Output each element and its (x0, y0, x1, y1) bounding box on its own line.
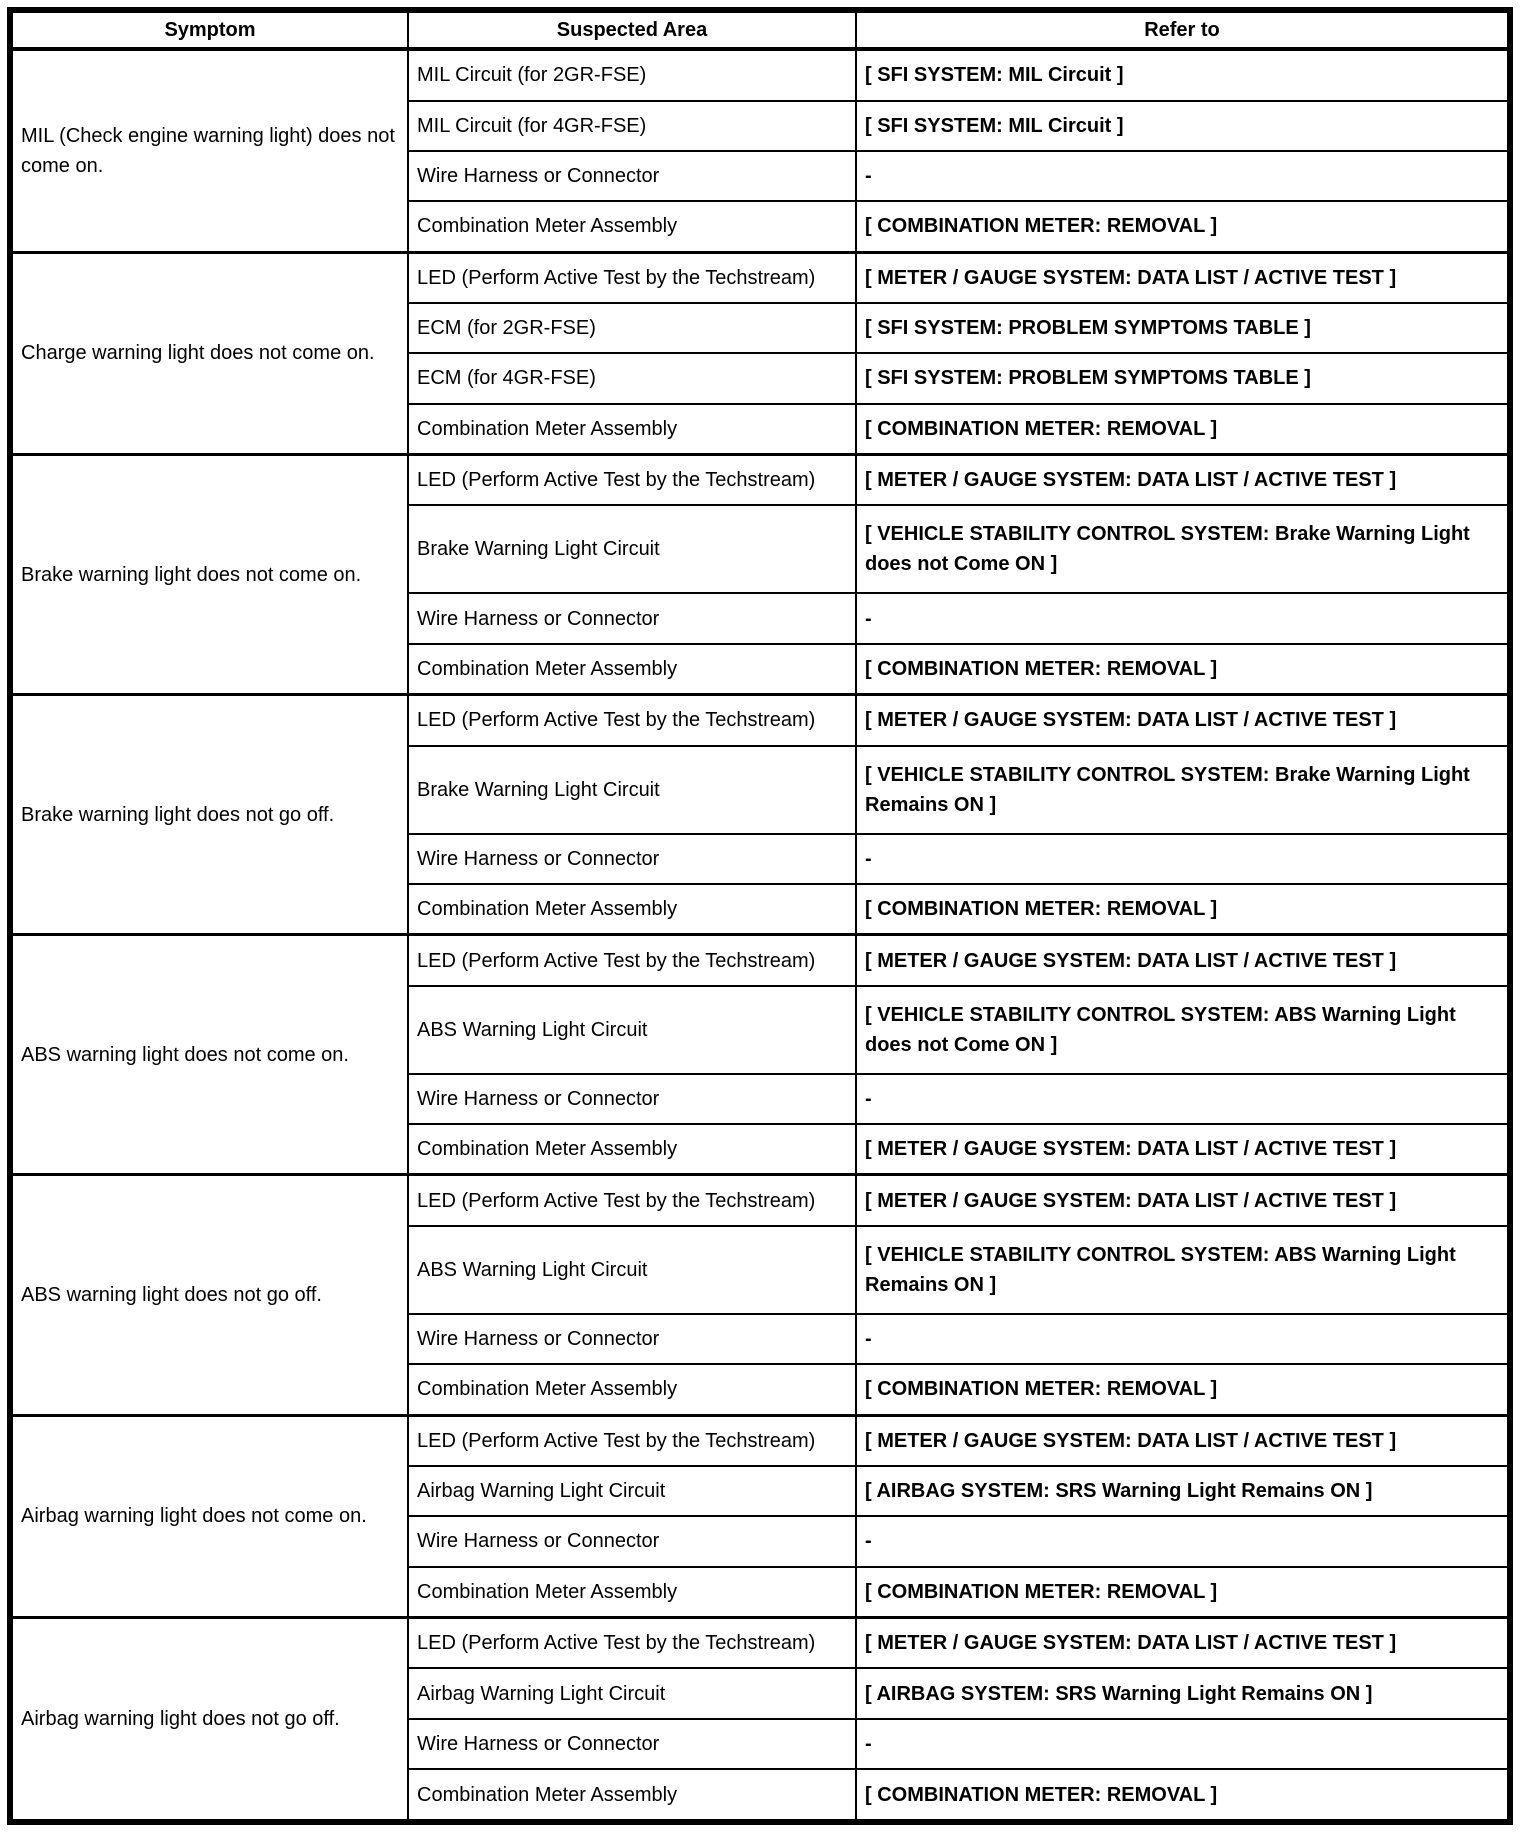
refer-to-cell: [ METER / GAUGE SYSTEM: DATA LIST / ACTIVE TEST ] (856, 935, 1510, 986)
refer-to-cell: [ METER / GAUGE SYSTEM: DATA LIST / ACTIVE TEST ] (856, 695, 1510, 746)
symptom-cell: Charge warning light does not come on. (10, 252, 408, 454)
refer-to-cell: - (856, 151, 1510, 201)
refer-to-cell: [ COMBINATION METER: REMOVAL ] (856, 644, 1510, 695)
symptom-cell: Brake warning light does not come on. (10, 455, 408, 695)
suspected-area-cell: Combination Meter Assembly (408, 1364, 856, 1415)
symptom-cell: MIL (Check engine warning light) does not come on. (10, 49, 408, 252)
suspected-area-cell: ABS Warning Light Circuit (408, 1226, 856, 1314)
refer-to-cell: - (856, 1516, 1510, 1566)
symptom-cell: ABS warning light does not come on. (10, 935, 408, 1175)
suspected-area-cell: MIL Circuit (for 2GR-FSE) (408, 49, 856, 101)
suspected-area-cell: Combination Meter Assembly (408, 644, 856, 695)
suspected-area-cell: Combination Meter Assembly (408, 201, 856, 252)
table-row (10, 1415, 1510, 1466)
refer-to-cell: [ COMBINATION METER: REMOVAL ] (856, 201, 1510, 252)
symptom-cell: Airbag warning light does not go off. (10, 1618, 408, 1822)
refer-to-cell: [ VEHICLE STABILITY CONTROL SYSTEM: ABS Warning Light Remains ON ] (856, 1226, 1510, 1314)
refer-to-cell: [ SFI SYSTEM: MIL Circuit ] (856, 49, 1510, 101)
refer-to-cell: [ COMBINATION METER: REMOVAL ] (856, 884, 1510, 935)
suspected-area-cell: Brake Warning Light Circuit (408, 746, 856, 834)
refer-to-cell: - (856, 593, 1510, 643)
refer-to-cell: - (856, 1719, 1510, 1769)
refer-to-cell: [ METER / GAUGE SYSTEM: DATA LIST / ACTIVE TEST ] (856, 1124, 1510, 1175)
refer-to-cell: [ METER / GAUGE SYSTEM: DATA LIST / ACTIVE TEST ] (856, 252, 1510, 303)
suspected-area-cell: LED (Perform Active Test by the Techstream) (408, 1175, 856, 1226)
problem-symptoms-table (7, 7, 1513, 1825)
table-row (10, 695, 1510, 746)
suspected-area-cell: ECM (for 2GR-FSE) (408, 303, 856, 353)
refer-to-cell: [ SFI SYSTEM: PROBLEM SYMPTOMS TABLE ] (856, 353, 1510, 403)
suspected-area-cell: LED (Perform Active Test by the Techstream) (408, 935, 856, 986)
suspected-area-cell: Brake Warning Light Circuit (408, 505, 856, 593)
suspected-area-cell: Wire Harness or Connector (408, 593, 856, 643)
symptom-cell: ABS warning light does not go off. (10, 1175, 408, 1415)
suspected-area-cell: Combination Meter Assembly (408, 1124, 856, 1175)
suspected-area-cell: Combination Meter Assembly (408, 884, 856, 935)
suspected-area-cell: ABS Warning Light Circuit (408, 986, 856, 1074)
header-row (10, 10, 1510, 49)
refer-to-cell: [ METER / GAUGE SYSTEM: DATA LIST / ACTIVE TEST ] (856, 1415, 1510, 1466)
suspected-area-cell: Airbag Warning Light Circuit (408, 1668, 856, 1718)
refer-to-column-header: Refer to (856, 10, 1510, 49)
refer-to-cell: [ VEHICLE STABILITY CONTROL SYSTEM: ABS Warning Light does not Come ON ] (856, 986, 1510, 1074)
refer-to-cell: - (856, 1314, 1510, 1364)
suspected-area-cell: Combination Meter Assembly (408, 1567, 856, 1618)
suspected-area-cell: ECM (for 4GR-FSE) (408, 353, 856, 403)
table-row (10, 252, 1510, 303)
refer-to-cell: [ AIRBAG SYSTEM: SRS Warning Light Remains ON ] (856, 1668, 1510, 1718)
refer-to-cell: [ COMBINATION METER: REMOVAL ] (856, 1769, 1510, 1822)
refer-to-cell: [ VEHICLE STABILITY CONTROL SYSTEM: Brake Warning Light does not Come ON ] (856, 505, 1510, 593)
refer-to-cell: [ METER / GAUGE SYSTEM: DATA LIST / ACTIVE TEST ] (856, 1618, 1510, 1669)
refer-to-cell: [ SFI SYSTEM: PROBLEM SYMPTOMS TABLE ] (856, 303, 1510, 353)
symptom-column-header: Symptom (10, 10, 408, 49)
refer-to-cell: [ AIRBAG SYSTEM: SRS Warning Light Remains ON ] (856, 1466, 1510, 1516)
refer-to-cell: [ COMBINATION METER: REMOVAL ] (856, 404, 1510, 455)
suspected-area-cell: Wire Harness or Connector (408, 1314, 856, 1364)
suspected-area-cell: Wire Harness or Connector (408, 151, 856, 201)
suspected-area-cell: LED (Perform Active Test by the Techstream) (408, 695, 856, 746)
table-row (10, 1618, 1510, 1669)
refer-to-cell: [ METER / GAUGE SYSTEM: DATA LIST / ACTIVE TEST ] (856, 1175, 1510, 1226)
table-row (10, 455, 1510, 506)
suspected-area-cell: Airbag Warning Light Circuit (408, 1466, 856, 1516)
refer-to-cell: [ COMBINATION METER: REMOVAL ] (856, 1567, 1510, 1618)
table-row (10, 49, 1510, 101)
refer-to-cell: [ COMBINATION METER: REMOVAL ] (856, 1364, 1510, 1415)
refer-to-cell: [ SFI SYSTEM: MIL Circuit ] (856, 101, 1510, 151)
symptom-cell: Airbag warning light does not come on. (10, 1415, 408, 1617)
refer-to-cell: - (856, 1074, 1510, 1124)
refer-to-cell: [ METER / GAUGE SYSTEM: DATA LIST / ACTIVE TEST ] (856, 455, 1510, 506)
refer-to-cell: - (856, 834, 1510, 884)
suspected-area-cell: MIL Circuit (for 4GR-FSE) (408, 101, 856, 151)
suspected-area-cell: Wire Harness or Connector (408, 1719, 856, 1769)
suspected-area-cell: Combination Meter Assembly (408, 404, 856, 455)
suspected-area-cell: Wire Harness or Connector (408, 1516, 856, 1566)
suspected-area-column-header: Suspected Area (408, 10, 856, 49)
suspected-area-cell: LED (Perform Active Test by the Techstream) (408, 1415, 856, 1466)
suspected-area-cell: LED (Perform Active Test by the Techstream) (408, 1618, 856, 1669)
table-row (10, 1175, 1510, 1226)
suspected-area-cell: LED (Perform Active Test by the Techstream) (408, 252, 856, 303)
suspected-area-cell: Wire Harness or Connector (408, 834, 856, 884)
refer-to-cell: [ VEHICLE STABILITY CONTROL SYSTEM: Brake Warning Light Remains ON ] (856, 746, 1510, 834)
suspected-area-cell: Wire Harness or Connector (408, 1074, 856, 1124)
suspected-area-cell: LED (Perform Active Test by the Techstream) (408, 455, 856, 506)
table-row (10, 935, 1510, 986)
symptom-cell: Brake warning light does not go off. (10, 695, 408, 935)
table-body (10, 49, 1510, 1822)
suspected-area-cell: Combination Meter Assembly (408, 1769, 856, 1822)
